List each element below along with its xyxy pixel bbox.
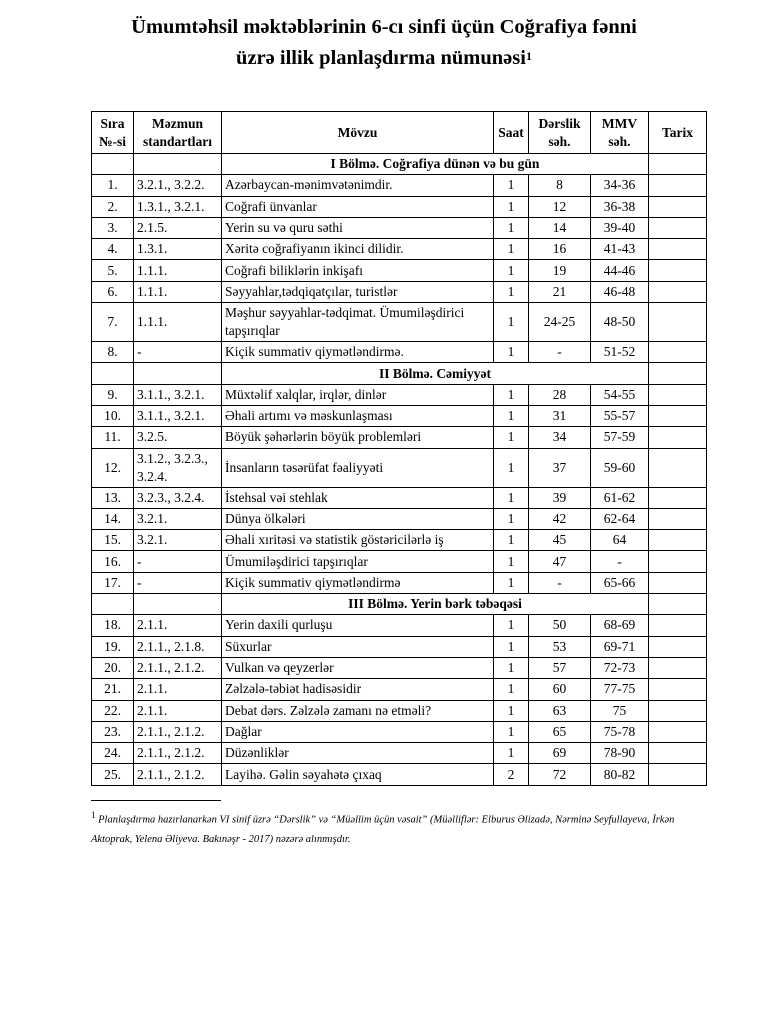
cell-topic: İstehsal vəi stehlak — [222, 487, 494, 508]
table-row — [92, 721, 707, 742]
table-row — [92, 530, 707, 551]
table-row — [92, 175, 707, 196]
cell-book: 28 — [529, 384, 591, 405]
table-row — [92, 572, 707, 593]
cell-num: 11. — [92, 427, 134, 448]
cell-date — [649, 448, 707, 487]
cell-mmv: 41-43 — [591, 239, 649, 260]
cell-num: 17. — [92, 572, 134, 593]
cell-mmv: 64 — [591, 530, 649, 551]
cell-hours: 1 — [494, 572, 529, 593]
cell-hours: 1 — [494, 217, 529, 238]
cell-date — [649, 572, 707, 593]
table-row — [92, 551, 707, 572]
cell-topic: Müxtəlif xalqlar, irqlər, dinlər — [222, 384, 494, 405]
cell-topic: Dünya ölkələri — [222, 508, 494, 529]
cell-std: 1.1.1. — [134, 281, 222, 302]
cell-hours: 1 — [494, 657, 529, 678]
cell-date — [649, 260, 707, 281]
cell-topic: Əhali xıritəsi və statistik göstəricilərlə iş — [222, 530, 494, 551]
section-header-row — [92, 154, 707, 175]
cell-date — [649, 721, 707, 742]
cell-date — [649, 175, 707, 196]
cell-std: - — [134, 342, 222, 363]
cell-topic: Əhali artımı və məskunlaşması — [222, 405, 494, 426]
cell-hours: 1 — [494, 530, 529, 551]
section-empty-cell — [649, 154, 707, 175]
cell-book: 34 — [529, 427, 591, 448]
cell-mmv: 59-60 — [591, 448, 649, 487]
footnote-text: Planlaşdırma hazırlanarkən VI sinif üzrə “Dərslik” və “Müəllim üçün vəsait” (Müəlliflər: Elburus Əlizadə, Nərminə Seyfullayeva, İrkən Aktoprak, Yelena Əliyeva. Bakınəşr - 2017) nəzərə alınmışdır. — [91, 814, 675, 845]
cell-topic: Düzənliklər — [222, 743, 494, 764]
cell-mmv: 44-46 — [591, 260, 649, 281]
cell-mmv: 80-82 — [591, 764, 649, 785]
cell-date — [649, 508, 707, 529]
cell-date — [649, 239, 707, 260]
cell-std: 3.2.3., 3.2.4. — [134, 487, 222, 508]
table-row — [92, 743, 707, 764]
cell-book: 21 — [529, 281, 591, 302]
cell-book: 65 — [529, 721, 591, 742]
cell-num: 18. — [92, 615, 134, 636]
table-row — [92, 384, 707, 405]
section-empty-cell — [92, 363, 134, 384]
section-empty-cell — [134, 594, 222, 615]
cell-hours: 1 — [494, 551, 529, 572]
cell-num: 22. — [92, 700, 134, 721]
cell-std: 3.1.1., 3.2.1. — [134, 405, 222, 426]
cell-num: 2. — [92, 196, 134, 217]
table-row — [92, 217, 707, 238]
cell-mmv: 62-64 — [591, 508, 649, 529]
footnote-mark: 1 — [91, 810, 96, 820]
cell-hours: 1 — [494, 487, 529, 508]
cell-book: 72 — [529, 764, 591, 785]
cell-date — [649, 679, 707, 700]
cell-num: 3. — [92, 217, 134, 238]
cell-hours: 1 — [494, 281, 529, 302]
cell-std: 2.1.1. — [134, 700, 222, 721]
cell-std: - — [134, 551, 222, 572]
cell-date — [649, 384, 707, 405]
section-empty-cell — [134, 363, 222, 384]
cell-num: 23. — [92, 721, 134, 742]
cell-date — [649, 700, 707, 721]
cell-book: 50 — [529, 615, 591, 636]
cell-mmv: 54-55 — [591, 384, 649, 405]
cell-mmv: 75 — [591, 700, 649, 721]
cell-book: 42 — [529, 508, 591, 529]
cell-std: 2.1.1., 2.1.8. — [134, 636, 222, 657]
cell-hours: 1 — [494, 721, 529, 742]
cell-mmv: 39-40 — [591, 217, 649, 238]
cell-num: 24. — [92, 743, 134, 764]
cell-mmv: 34-36 — [591, 175, 649, 196]
cell-topic: İnsanların təsərüfat fəaliyyəti — [222, 448, 494, 487]
cell-num: 9. — [92, 384, 134, 405]
cell-num: 21. — [92, 679, 134, 700]
footnote — [91, 806, 706, 849]
cell-date — [649, 764, 707, 785]
cell-std: 2.1.1. — [134, 615, 222, 636]
table-row — [92, 239, 707, 260]
cell-book: - — [529, 342, 591, 363]
cell-mmv: 69-71 — [591, 636, 649, 657]
section-title: II Bölmə. Cəmiyyət — [222, 363, 649, 384]
cell-book: 14 — [529, 217, 591, 238]
cell-mmv: 46-48 — [591, 281, 649, 302]
cell-std: 2.1.5. — [134, 217, 222, 238]
title-line-2 — [0, 43, 768, 74]
cell-book: 16 — [529, 239, 591, 260]
cell-topic: Layihə. Gəlin səyahətə çıxaq — [222, 764, 494, 785]
cell-book: 53 — [529, 636, 591, 657]
cell-hours: 1 — [494, 427, 529, 448]
cell-topic: Ümumiləşdirici tapşırıqlar — [222, 551, 494, 572]
section-empty-cell — [649, 594, 707, 615]
table-row — [92, 700, 707, 721]
cell-std: 1.1.1. — [134, 260, 222, 281]
cell-date — [649, 743, 707, 764]
cell-hours: 1 — [494, 405, 529, 426]
cell-num: 10. — [92, 405, 134, 426]
cell-num: 15. — [92, 530, 134, 551]
cell-mmv: 72-73 — [591, 657, 649, 678]
cell-hours: 1 — [494, 384, 529, 405]
cell-book: 39 — [529, 487, 591, 508]
cell-date — [649, 530, 707, 551]
table-row — [92, 615, 707, 636]
table-row — [92, 405, 707, 426]
section-title: III Bölmə. Yerin bərk təbəqəsi — [222, 594, 649, 615]
header-hours: Saat — [494, 112, 529, 154]
cell-mmv: 75-78 — [591, 721, 649, 742]
cell-topic: Süxurlar — [222, 636, 494, 657]
cell-num: 16. — [92, 551, 134, 572]
cell-hours: 1 — [494, 260, 529, 281]
table-row — [92, 427, 707, 448]
cell-book: 24-25 — [529, 303, 591, 342]
cell-num: 13. — [92, 487, 134, 508]
cell-topic: Dağlar — [222, 721, 494, 742]
cell-hours: 1 — [494, 448, 529, 487]
cell-std: 1.3.1., 3.2.1. — [134, 196, 222, 217]
cell-std: 3.2.1. — [134, 508, 222, 529]
cell-std: 3.1.1., 3.2.1. — [134, 384, 222, 405]
cell-std: 3.1.2., 3.2.3., 3.2.4. — [134, 448, 222, 487]
cell-hours: 1 — [494, 239, 529, 260]
section-empty-cell — [134, 154, 222, 175]
cell-date — [649, 196, 707, 217]
cell-hours: 1 — [494, 615, 529, 636]
footnote-reference: 1 — [525, 49, 532, 63]
header-date: Tarix — [649, 112, 707, 154]
cell-book: 57 — [529, 657, 591, 678]
cell-mmv: 51-52 — [591, 342, 649, 363]
section-title: I Bölmə. Coğrafiya dünən və bu gün — [222, 154, 649, 175]
cell-hours: 1 — [494, 743, 529, 764]
table-row — [92, 281, 707, 302]
cell-mmv: 48-50 — [591, 303, 649, 342]
cell-num: 19. — [92, 636, 134, 657]
cell-topic: Azərbaycan-mənimvətənimdir. — [222, 175, 494, 196]
cell-mmv: 77-75 — [591, 679, 649, 700]
document-title — [0, 12, 768, 74]
cell-topic: Vulkan və qeyzerlər — [222, 657, 494, 678]
section-empty-cell — [92, 154, 134, 175]
cell-mmv: 68-69 — [591, 615, 649, 636]
cell-date — [649, 342, 707, 363]
cell-hours: 1 — [494, 508, 529, 529]
table-header-row — [92, 112, 707, 154]
cell-mmv: 57-59 — [591, 427, 649, 448]
cell-hours: 1 — [494, 679, 529, 700]
cell-std: 3.2.1. — [134, 530, 222, 551]
cell-date — [649, 487, 707, 508]
cell-num: 12. — [92, 448, 134, 487]
table-row — [92, 260, 707, 281]
cell-book: 37 — [529, 448, 591, 487]
header-textbook-page: Dərslik səh. — [529, 112, 591, 154]
table-row — [92, 636, 707, 657]
header-teacher-guide-page: MMV səh. — [591, 112, 649, 154]
section-header-row — [92, 594, 707, 615]
cell-book: - — [529, 572, 591, 593]
cell-hours: 1 — [494, 196, 529, 217]
cell-topic: Coğrafi biliklərin inkişafı — [222, 260, 494, 281]
cell-mmv: 61-62 — [591, 487, 649, 508]
cell-std: 2.1.1., 2.1.2. — [134, 743, 222, 764]
cell-mmv: 36-38 — [591, 196, 649, 217]
cell-hours: 1 — [494, 175, 529, 196]
table-row — [92, 679, 707, 700]
table-body — [92, 154, 707, 786]
cell-topic: Yerin daxili qurluşu — [222, 615, 494, 636]
cell-mmv: 55-57 — [591, 405, 649, 426]
cell-num: 25. — [92, 764, 134, 785]
cell-book: 60 — [529, 679, 591, 700]
cell-std: 2.1.1., 2.1.2. — [134, 657, 222, 678]
annual-plan-table — [91, 111, 707, 786]
section-empty-cell — [649, 363, 707, 384]
cell-book: 8 — [529, 175, 591, 196]
header-number: Sıra №-si — [92, 112, 134, 154]
cell-num: 8. — [92, 342, 134, 363]
table-row — [92, 448, 707, 487]
table-row — [92, 508, 707, 529]
cell-num: 4. — [92, 239, 134, 260]
cell-book: 69 — [529, 743, 591, 764]
cell-date — [649, 427, 707, 448]
cell-hours: 1 — [494, 700, 529, 721]
cell-std: 2.1.1., 2.1.2. — [134, 764, 222, 785]
cell-topic: Böyük şəhərlərin böyük problemləri — [222, 427, 494, 448]
cell-std: - — [134, 572, 222, 593]
cell-topic: Yerin su və quru səthi — [222, 217, 494, 238]
cell-mmv: 65-66 — [591, 572, 649, 593]
table-row — [92, 487, 707, 508]
cell-date — [649, 405, 707, 426]
cell-date — [649, 303, 707, 342]
header-standards: Məzmun standartları — [134, 112, 222, 154]
cell-hours: 1 — [494, 303, 529, 342]
cell-date — [649, 281, 707, 302]
table-row — [92, 764, 707, 785]
table-row — [92, 342, 707, 363]
cell-std: 2.1.1., 2.1.2. — [134, 721, 222, 742]
cell-date — [649, 657, 707, 678]
cell-date — [649, 217, 707, 238]
section-empty-cell — [92, 594, 134, 615]
section-header-row — [92, 363, 707, 384]
cell-std: 1.3.1. — [134, 239, 222, 260]
cell-book: 12 — [529, 196, 591, 217]
cell-topic: Coğrafi ünvanlar — [222, 196, 494, 217]
title-line-1: Ümumtəhsil məktəblərinin 6-cı sinfi üçün Coğrafiya fənni — [131, 16, 637, 38]
cell-topic: Kiçik summativ qiymətləndirmə — [222, 572, 494, 593]
table-row — [92, 196, 707, 217]
cell-book: 47 — [529, 551, 591, 572]
cell-topic: Xəritə coğrafiyanın ikinci dilidir. — [222, 239, 494, 260]
cell-topic: Səyyahlar,tədqiqatçılar, turistlər — [222, 281, 494, 302]
cell-date — [649, 636, 707, 657]
cell-date — [649, 615, 707, 636]
cell-num: 7. — [92, 303, 134, 342]
cell-std: 3.2.5. — [134, 427, 222, 448]
cell-book: 45 — [529, 530, 591, 551]
cell-topic: Debat dərs. Zəlzələ zamanı nə etməli? — [222, 700, 494, 721]
cell-book: 63 — [529, 700, 591, 721]
title-line-2-text: üzrə illik planlaşdırma nümunəsi — [236, 47, 526, 69]
cell-book: 19 — [529, 260, 591, 281]
header-topic: Mövzu — [222, 112, 494, 154]
cell-mmv: 78-90 — [591, 743, 649, 764]
cell-num: 14. — [92, 508, 134, 529]
cell-num: 1. — [92, 175, 134, 196]
cell-topic: Zəlzələ-təbiət hadisəsidir — [222, 679, 494, 700]
cell-mmv: - — [591, 551, 649, 572]
footnote-divider — [91, 800, 221, 801]
cell-num: 5. — [92, 260, 134, 281]
cell-date — [649, 551, 707, 572]
cell-std: 3.2.1., 3.2.2. — [134, 175, 222, 196]
cell-num: 6. — [92, 281, 134, 302]
cell-hours: 1 — [494, 342, 529, 363]
cell-num: 20. — [92, 657, 134, 678]
table-row — [92, 303, 707, 342]
cell-hours: 1 — [494, 636, 529, 657]
cell-topic: Məşhur səyyahlar-tədqimat. Ümumiləşdirici tapşırıqlar — [222, 303, 494, 342]
cell-topic: Kiçik summativ qiymətləndirmə. — [222, 342, 494, 363]
cell-std: 1.1.1. — [134, 303, 222, 342]
cell-book: 31 — [529, 405, 591, 426]
cell-std: 2.1.1. — [134, 679, 222, 700]
table-row — [92, 657, 707, 678]
cell-hours: 2 — [494, 764, 529, 785]
